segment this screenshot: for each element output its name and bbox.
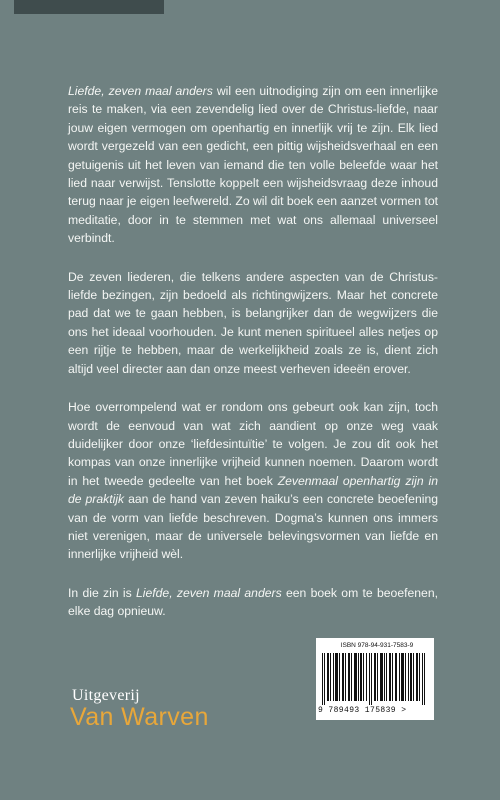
book-title-italic: Liefde, zeven maal anders bbox=[135, 585, 282, 600]
book-title-italic: Liefde, zeven maal anders bbox=[68, 84, 213, 98]
barcode-icon bbox=[322, 653, 427, 705]
top-dark-strip bbox=[14, 0, 164, 14]
barcode-number: 9 789493 175839 > bbox=[318, 706, 407, 715]
blurb-paragraph-2: De zeven liederen, die telkens andere aspecten van de Christus-liefde bezingen, zijn bedoeld als richtingwijzers. Maar het concrete pad dat we te gaan hebben, is belangrijker dan de wegwijzers die ons het ideaal voorhouden. Je kunt menen spiritueel alles netjes op een rijtje te hebben, maar de werkelijkheid zoals ze is, dient zich altijd veel directer aan dan onze meest verheven ideeën erover. bbox=[68, 269, 438, 376]
blurb-paragraph-3: Hoe overrompelend wat er rondom ons gebeurt ook kan zijn, toch wordt de eenvoud van wat zich aandient op onze weg vaak duidelijker door onze ‘liefdesintuïtie’ te volgen. Je zou dit ook het kompas van onze innerlijke vrijheid kunnen noemen. Daarom wordt in het tweede gedeelte van het boek Zevenmaal openhartig zijn in de praktijk aan de hand van zeven haiku’s een concrete beoefening van de vorm van liefde beschreven. Dogma’s kunnen ons immers niet verenigen, maar de universele belevingsvormen van liefde en innerlijke vrijheid wèl. bbox=[68, 400, 439, 562]
back-cover-blurb bbox=[68, 82, 438, 641]
blurb-paragraph-4: In die zin is Liefde, zeven maal anders een boek om te beoefenen, elke dag opnieuw. bbox=[68, 585, 438, 619]
isbn-label: ISBN 978-94-931-7583-9 bbox=[340, 642, 414, 649]
section-title-italic: Zevenmaal openhartig zijn in de praktijk bbox=[68, 473, 438, 507]
publisher-label: Uitgeverij bbox=[72, 687, 140, 704]
blurb-paragraph-1: Liefde, zeven maal anders wil een uitnodiging zijn om een innerlijke reis te maken, via een zevendelig lied over de Christus-liefde, naar jouw eigen vermogen om openhartig en innerlijk vrij te zijn. Elk lied wordt vergezeld van een gedicht, een pittig wijsheidsverhaal en een getuigenis uit het leven van iemand die ten volle beleefde waar het lied naar verwijst. Tenslotte koppelt een wijsheidsvraag deze inhoud terug naar je eigen leefwereld. Zo wil dit boek een aanzet vormen tot meditatie, door in te stemmen met wat ons allemaal universeel verbindt. bbox=[68, 84, 438, 246]
publisher-name: Van Warven bbox=[70, 703, 209, 731]
